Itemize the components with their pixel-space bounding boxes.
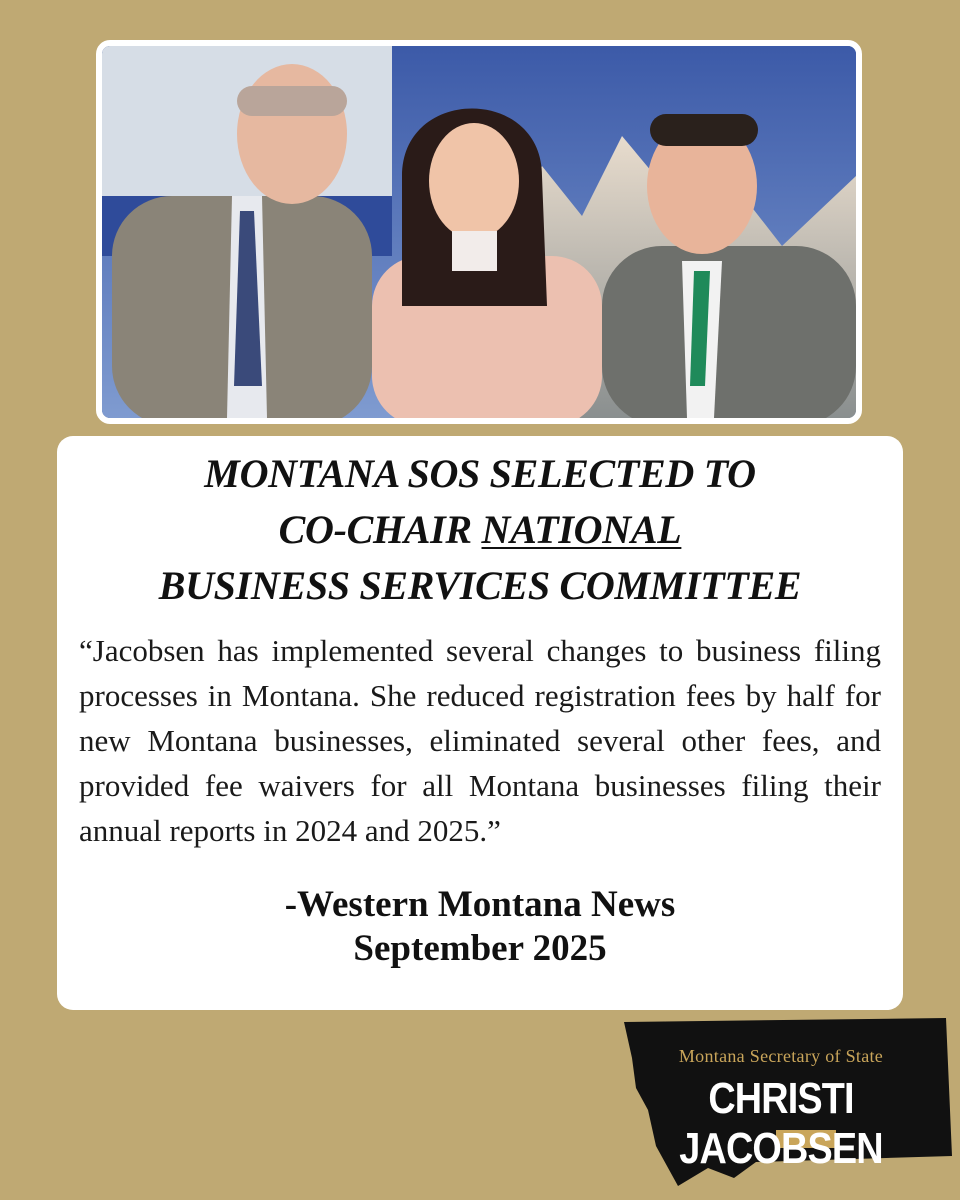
quote-text: “Jacobsen has implemented several changes to business filing processes in Montana. She reduced registration fees by half for new Montana businesses, eliminated several other fees, and provided fee waivers for all Montana businesses filing their annual reports in 2024 and 2025.”	[79, 633, 881, 848]
headline-line-3: BUSINESS SERVICES COMMITTEE	[158, 563, 802, 608]
christi-jacobsen-logo	[606, 1018, 956, 1200]
headline-underlined-word: NATIONAL	[481, 507, 682, 552]
headline-line-1: MONTANA SOS SELECTED TO	[204, 451, 756, 496]
person-right	[602, 246, 856, 418]
logo-subtitle: Montana Secretary of State	[678, 1046, 884, 1066]
headline-line-2-prefix: CO-CHAIR	[278, 507, 482, 552]
photo-illustration	[102, 46, 856, 418]
quote-source	[79, 883, 881, 971]
source-date: September 2025	[353, 928, 607, 969]
headline	[79, 446, 881, 614]
headline-line-2	[79, 502, 881, 558]
event-photo	[96, 40, 862, 424]
logo-name: CHRISTI JACOBSEN	[679, 1074, 883, 1173]
quote-card	[57, 436, 903, 1010]
source-outlet: -Western Montana News	[284, 884, 676, 925]
